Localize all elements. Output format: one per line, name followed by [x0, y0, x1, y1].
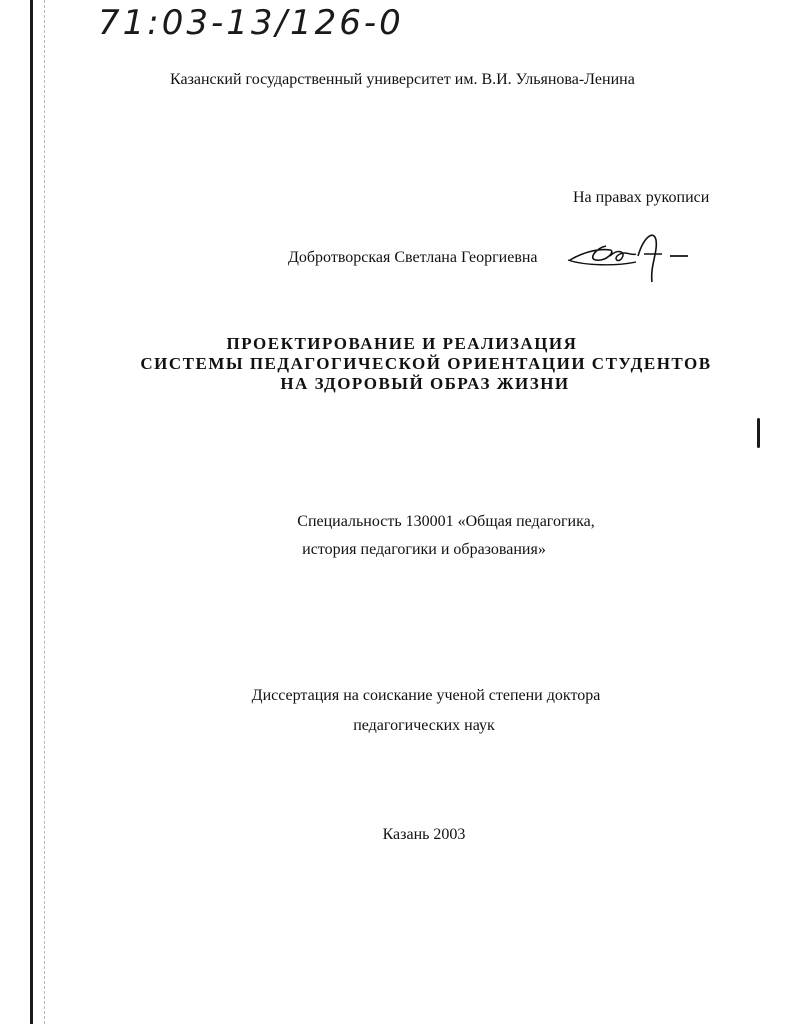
handwritten-catalog-code: [98, 2, 458, 44]
university-name: Казанский государственный университет им. В.И. Ульянова-Ленина: [170, 71, 635, 88]
scan-left-edge: [30, 0, 33, 1024]
svg-text:71:03-13/126-0: 71:03-13/126-0: [98, 3, 404, 43]
city-year: Казань 2003: [382, 826, 466, 843]
author-signature: [566, 226, 690, 286]
degree-line-1: Диссертация на соискание ученой степени доктора: [251, 687, 601, 704]
dissertation-title-line-1: ПРОЕКТИРОВАНИЕ И РЕАЛИЗАЦИЯ: [226, 334, 578, 353]
scan-left-margin-line: [44, 0, 46, 1024]
specialty-line-2: история педагогики и образования»: [302, 541, 546, 558]
dissertation-title-line-2: СИСТЕМЫ ПЕДАГОГИЧЕСКОЙ ОРИЕНТАЦИИ СТУДЕНТОВ: [140, 354, 712, 373]
author-name: Добротворская Светлана Георгиевна: [288, 249, 538, 266]
manuscript-rights-note: На правах рукописи: [573, 189, 710, 206]
dissertation-title-line-3: НА ЗДОРОВЫЙ ОБРАЗ ЖИЗНИ: [280, 374, 570, 393]
degree-line-2: педагогических наук: [353, 717, 495, 734]
specialty-line-1: Специальность 130001 «Общая педагогика,: [297, 513, 595, 530]
scan-right-mark: [757, 418, 760, 448]
